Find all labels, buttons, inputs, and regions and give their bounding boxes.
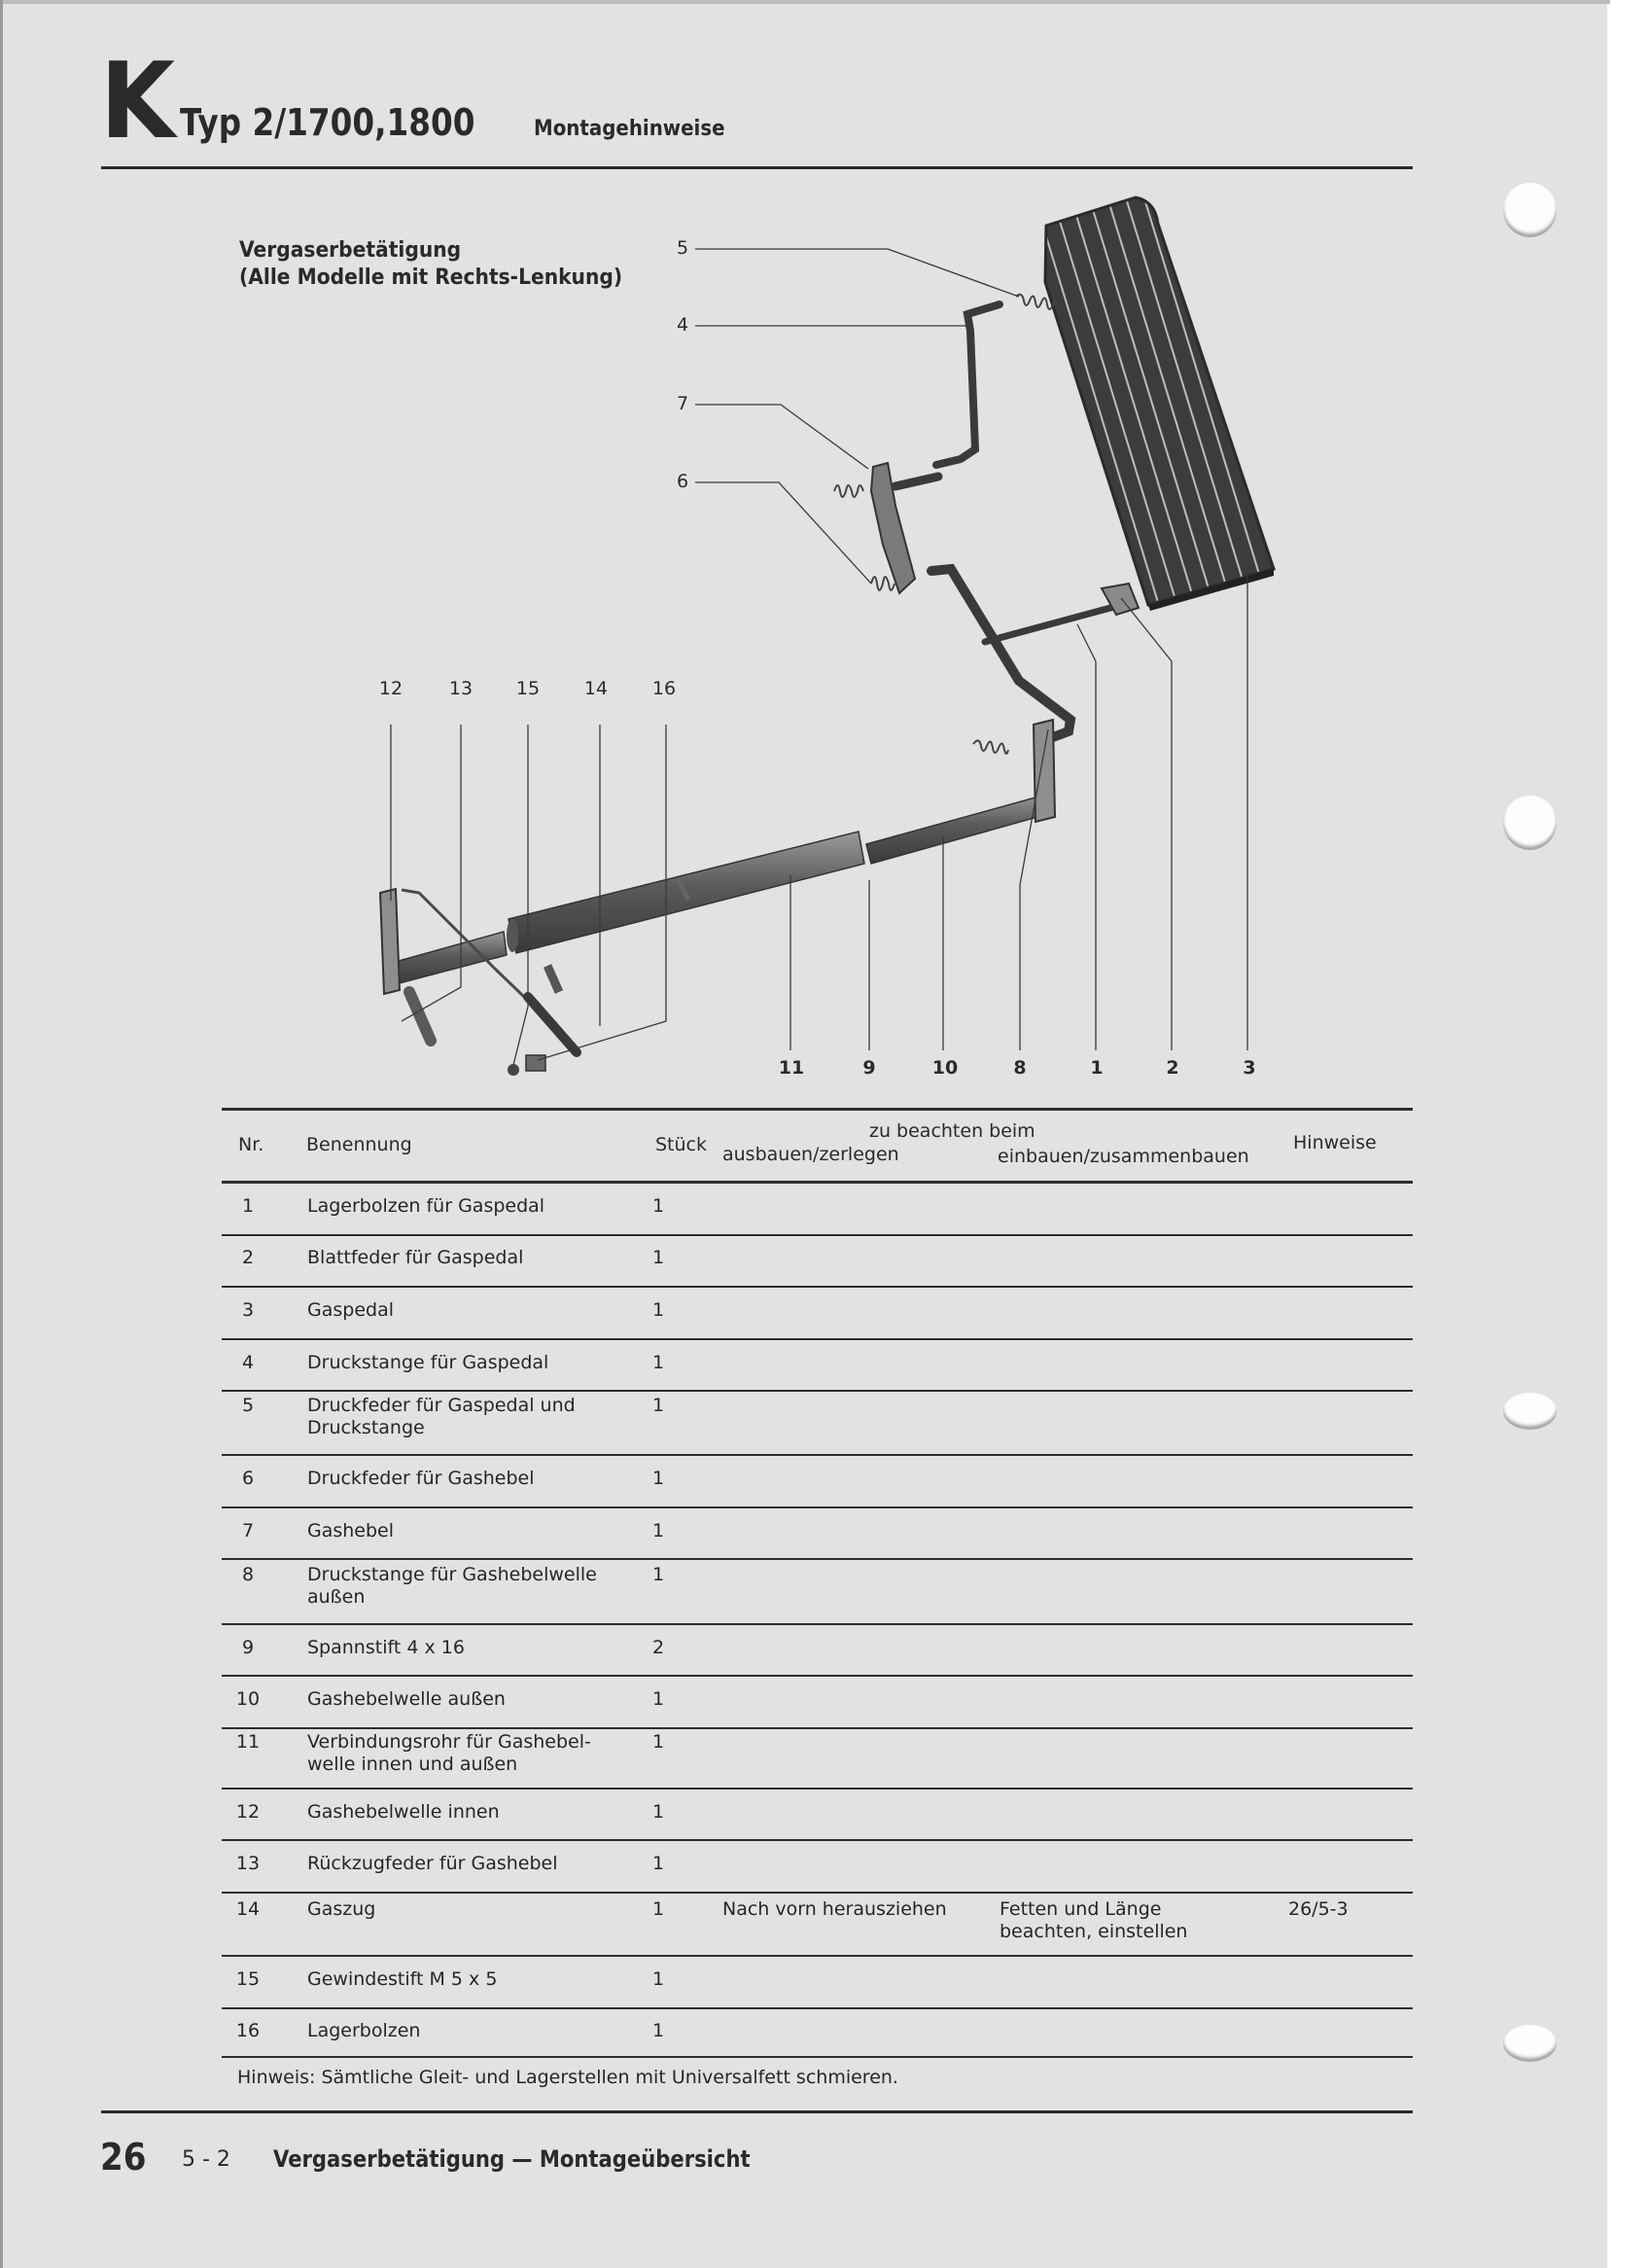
cell-nr: 1: [241, 1195, 255, 1217]
footer-title: Vergaserbetätigung — Montageübersicht: [273, 2145, 751, 2173]
cell-name-line2: welle innen und außen: [307, 1754, 518, 1775]
cell-name: Gashebel: [307, 1520, 395, 1542]
callout-15: 15: [515, 678, 541, 699]
outer-shaft-10-part: [866, 720, 1055, 864]
inner-shaft-12-part: [380, 889, 507, 994]
throttle-cable-14-part: [402, 890, 577, 1052]
cell-qty: 1: [652, 1395, 665, 1416]
figure-title: [239, 237, 622, 292]
cell-qty: 1: [652, 1731, 665, 1753]
punch-hole: [1503, 183, 1557, 237]
cell-nr: 5: [241, 1395, 255, 1416]
row-divider: [222, 1454, 1413, 1456]
cell-qty: 1: [652, 1564, 665, 1585]
callout-12: 12: [378, 678, 403, 699]
callout-11: 11: [778, 1057, 805, 1079]
cell-name: Druckstange für Gaspedal: [307, 1352, 549, 1373]
cell-name: Druckfeder für Gashebel: [307, 1468, 535, 1489]
cell-nr: 11: [235, 1731, 261, 1753]
cell-qty: 1: [652, 1801, 665, 1823]
cell-qty: 1: [652, 1898, 665, 1920]
callout-3: 3: [1243, 1057, 1256, 1079]
cell-name: Druckfeder für Gaspedal und: [307, 1395, 576, 1416]
punch-hole: [1503, 2025, 1557, 2062]
cell-qty: 1: [652, 2020, 665, 2041]
cell-name: Rückzugfeder für Gashebel: [307, 1853, 558, 1874]
callout-14: 14: [583, 678, 609, 699]
tension-pin-9-part: [679, 880, 688, 900]
header-rule: [101, 166, 1413, 169]
cell-name: Blattfeder für Gaspedal: [307, 1247, 524, 1268]
cell-qty: 1: [652, 1468, 665, 1489]
page-top-edge: [3, 0, 1610, 4]
cell-notes: 26/5-3: [1288, 1898, 1349, 1920]
leader-lines: [391, 249, 1247, 1065]
header-name: Benennung: [306, 1134, 412, 1155]
cell-qty: 1: [652, 1968, 665, 1990]
return-spring-part: [973, 740, 1008, 754]
punch-hole: [1503, 796, 1557, 850]
header-qty: Stück: [655, 1134, 708, 1155]
header-nr: Nr.: [238, 1134, 264, 1155]
cell-nr: 7: [241, 1520, 255, 1542]
page-number: 26: [100, 2136, 147, 2179]
cell-qty: 1: [652, 1520, 665, 1542]
cell-nr: 6: [241, 1468, 255, 1489]
row-divider: [222, 2007, 1413, 2009]
callout-7: 7: [676, 393, 689, 414]
callout-8: 8: [1013, 1057, 1027, 1079]
callout-2: 2: [1166, 1057, 1179, 1079]
spring-6-part: [834, 485, 895, 590]
cell-nr: 9: [241, 1637, 255, 1658]
section-number: 5 - 2: [182, 2147, 230, 2172]
row-divider: [222, 1390, 1413, 1392]
gas-pedal-part: [1045, 197, 1274, 611]
cell-name: Spannstift 4 x 16: [307, 1637, 465, 1658]
callout-10: 10: [931, 1057, 959, 1079]
cell-install: Fetten und Länge: [1000, 1898, 1162, 1920]
cell-qty: 1: [652, 1247, 665, 1268]
callout-5: 5: [676, 237, 689, 259]
table-top-rule: [222, 1108, 1413, 1111]
cell-nr: 14: [235, 1898, 261, 1920]
row-divider: [222, 1234, 1413, 1236]
row-divider: [222, 1955, 1413, 1957]
cell-name: Gewindestift M 5 x 5: [307, 1968, 498, 1990]
cell-name: Gaszug: [307, 1898, 376, 1920]
callout-16: 16: [651, 678, 677, 699]
header-install: einbauen/zusammenbauen: [998, 1146, 1249, 1167]
punch-hole: [1503, 1393, 1557, 1430]
row-divider: [222, 1727, 1413, 1729]
pushrod-8-part: [931, 569, 1070, 737]
cell-name-line2: Druckstange: [307, 1417, 425, 1438]
row-divider: [222, 1675, 1413, 1677]
cell-name: Lagerbolzen für Gaspedal: [307, 1195, 545, 1217]
table-footnote: Hinweis: Sämtliche Gleit- und Lagerstellen mit Universalfett schmieren.: [237, 2067, 898, 2088]
category-label: Montagehinweise: [534, 117, 725, 141]
bearing-bolt-1-part: [985, 584, 1139, 642]
header-remove: ausbauen/zerlegen: [722, 1144, 899, 1165]
model-title: Typ 2/1700,1800: [180, 101, 475, 144]
section-letter: K: [100, 41, 172, 162]
row-divider: [222, 1338, 1413, 1340]
cell-name-line2: außen: [307, 1586, 366, 1608]
cell-qty: 2: [652, 1637, 665, 1658]
row-divider: [222, 1788, 1413, 1790]
connecting-tube-11-part: [507, 832, 864, 953]
row-divider: [222, 1623, 1413, 1625]
spring-5-part: [1016, 295, 1057, 309]
cell-nr: 12: [235, 1801, 261, 1823]
cell-remove: Nach vorn herausziehen: [722, 1898, 947, 1920]
callout-6: 6: [676, 471, 689, 492]
cell-nr: 3: [241, 1299, 255, 1321]
cell-nr: 16: [235, 2020, 261, 2041]
cell-nr: 13: [235, 1853, 261, 1874]
cell-qty: 1: [652, 1352, 665, 1373]
cell-name: Gashebelwelle außen: [307, 1688, 506, 1710]
row-divider: [222, 1558, 1413, 1560]
cell-nr: 8: [241, 1564, 255, 1585]
cell-name: Gashebelwelle innen: [307, 1801, 500, 1823]
cell-qty: 1: [652, 1688, 665, 1710]
row-divider: [222, 1839, 1413, 1841]
callout-9: 9: [862, 1057, 876, 1079]
return-spring-13-part: [409, 992, 431, 1041]
cell-qty: 1: [652, 1299, 665, 1321]
figure-title-line1: Vergaserbetätigung: [239, 238, 462, 263]
footer-rule: [101, 2110, 1413, 2113]
set-screw-15-part: [508, 1064, 519, 1076]
pushrod-4-part: [936, 304, 1000, 465]
cell-install-line2: beachten, einstellen: [1000, 1921, 1188, 1942]
cell-name: Lagerbolzen: [307, 2020, 421, 2041]
bearing-bolt-16-part: [526, 1055, 545, 1071]
cell-nr: 10: [235, 1688, 261, 1710]
cell-qty: 1: [652, 1853, 665, 1874]
header-group: zu beachten beim: [869, 1120, 1035, 1142]
cell-nr: 4: [241, 1352, 255, 1373]
row-divider: [222, 2056, 1413, 2058]
callout-4: 4: [676, 314, 689, 336]
cell-nr: 15: [235, 1968, 261, 1990]
cell-nr: 2: [241, 1247, 255, 1268]
cell-name: Gaspedal: [307, 1299, 394, 1321]
row-divider: [222, 1892, 1413, 1894]
gas-lever-7-part: [871, 463, 938, 593]
figure-title-line2: (Alle Modelle mit Rechts-Lenkung): [239, 266, 623, 290]
cell-name: Verbindungsrohr für Gashebel-: [307, 1731, 591, 1753]
cell-qty: 1: [652, 1195, 665, 1217]
cell-name: Druckstange für Gashebelwelle: [307, 1564, 597, 1585]
row-divider: [222, 1286, 1413, 1288]
callout-1: 1: [1090, 1057, 1104, 1079]
row-divider: [222, 1506, 1413, 1508]
header-notes: Hinweise: [1293, 1132, 1377, 1153]
header-rule: [222, 1181, 1413, 1184]
callout-13: 13: [448, 678, 474, 699]
